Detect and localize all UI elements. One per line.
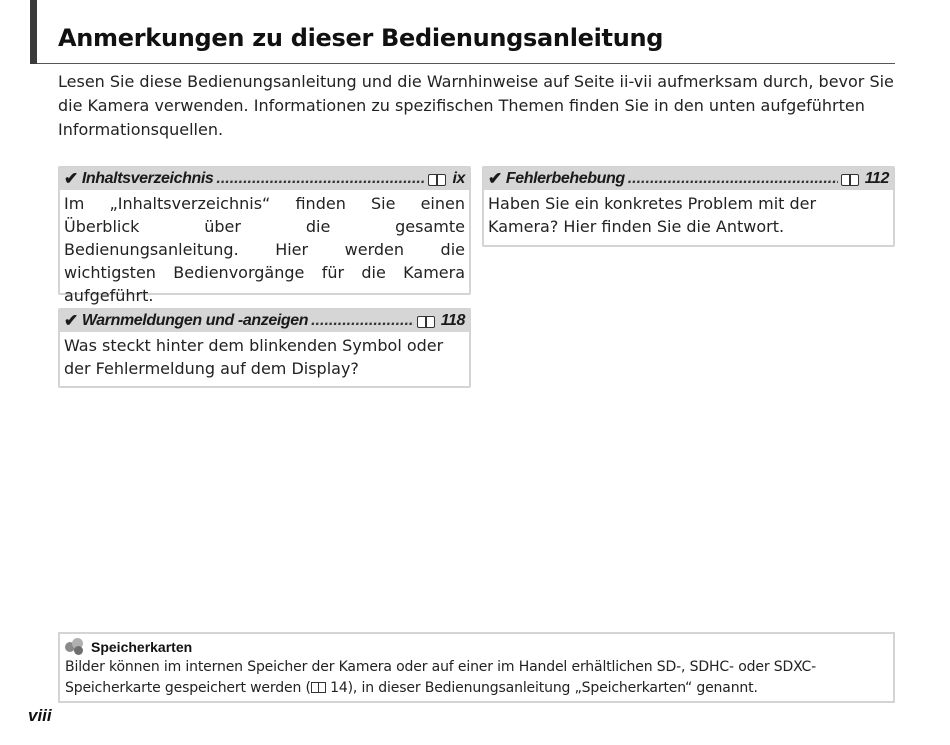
page-number: viii (28, 706, 52, 725)
intro-paragraph: Lesen Sie diese Bedienungsanleitung und die Warnhinweise auf Seite ii-vii aufmerksam durch, bevor Sie die Kamera verwenden. Informationen zu spezifischen Themen finden Sie in den unten aufgeführten Informationsquellen. (58, 72, 894, 139)
memo-ref-page[interactable]: 14 (330, 680, 348, 696)
warnings-label: Warnmeldungen und -anzeigen (81, 312, 309, 329)
toc-box (58, 166, 471, 305)
warnings-page-ref[interactable]: 118 (440, 312, 465, 329)
checkmark-icon: ✔ (488, 169, 502, 188)
leader-dots (628, 170, 838, 188)
toc-label: Inhaltsverzeichnis (81, 170, 214, 187)
troubleshooting-box (482, 166, 895, 247)
toc-description: Im „Inhaltsverzeichnis“ finden Sie einen Überblick über die gesamte Bedienungsanleitung. Hier werden die wichtigsten Bedienvorgänge für die Kamera aufgeführt. (64, 194, 465, 305)
troubleshooting-header[interactable] (484, 168, 893, 190)
memo-text-before: Bilder können im internen Speicher der Kamera oder auf einer im Handel erhältlichen SD-, SDHC- oder SDXC-Speicherkarte gespeichert werden ( (65, 659, 817, 696)
warnings-box (58, 308, 471, 388)
memory-card-note (58, 632, 895, 703)
warnings-header[interactable] (60, 310, 469, 332)
troubleshooting-label: Fehlerbehebung (505, 170, 625, 187)
memo-text (65, 657, 888, 699)
book-icon (417, 315, 435, 328)
toc-page-ref[interactable]: ix (452, 170, 465, 187)
page-title: Anmerkungen zu dieser Bedienungsanleitung (58, 24, 664, 52)
book-icon (311, 682, 326, 693)
checkmark-icon: ✔ (64, 169, 78, 188)
memory-card-icon (65, 638, 87, 656)
memo-header (65, 637, 888, 657)
title-divider (37, 63, 895, 64)
troubleshooting-description: Haben Sie ein konkretes Problem mit der Kamera? Hier finden Sie die Antwort. (488, 194, 817, 236)
left-accent-bar (30, 0, 37, 64)
memo-text-after: ), in dieser Bedienungsanleitung „Speicherkarten“ genannt. (347, 680, 758, 696)
book-icon (428, 173, 446, 186)
leader-dots (216, 170, 425, 188)
memo-title: Speicherkarten (91, 639, 193, 655)
troubleshooting-page-ref[interactable]: 112 (864, 170, 889, 187)
warnings-description: Was steckt hinter dem blinkenden Symbol oder der Fehlermeldung auf dem Display? (64, 336, 444, 378)
toc-header[interactable] (60, 168, 469, 190)
checkmark-icon: ✔ (64, 311, 78, 330)
leader-dots (311, 312, 414, 330)
book-icon (841, 173, 859, 186)
